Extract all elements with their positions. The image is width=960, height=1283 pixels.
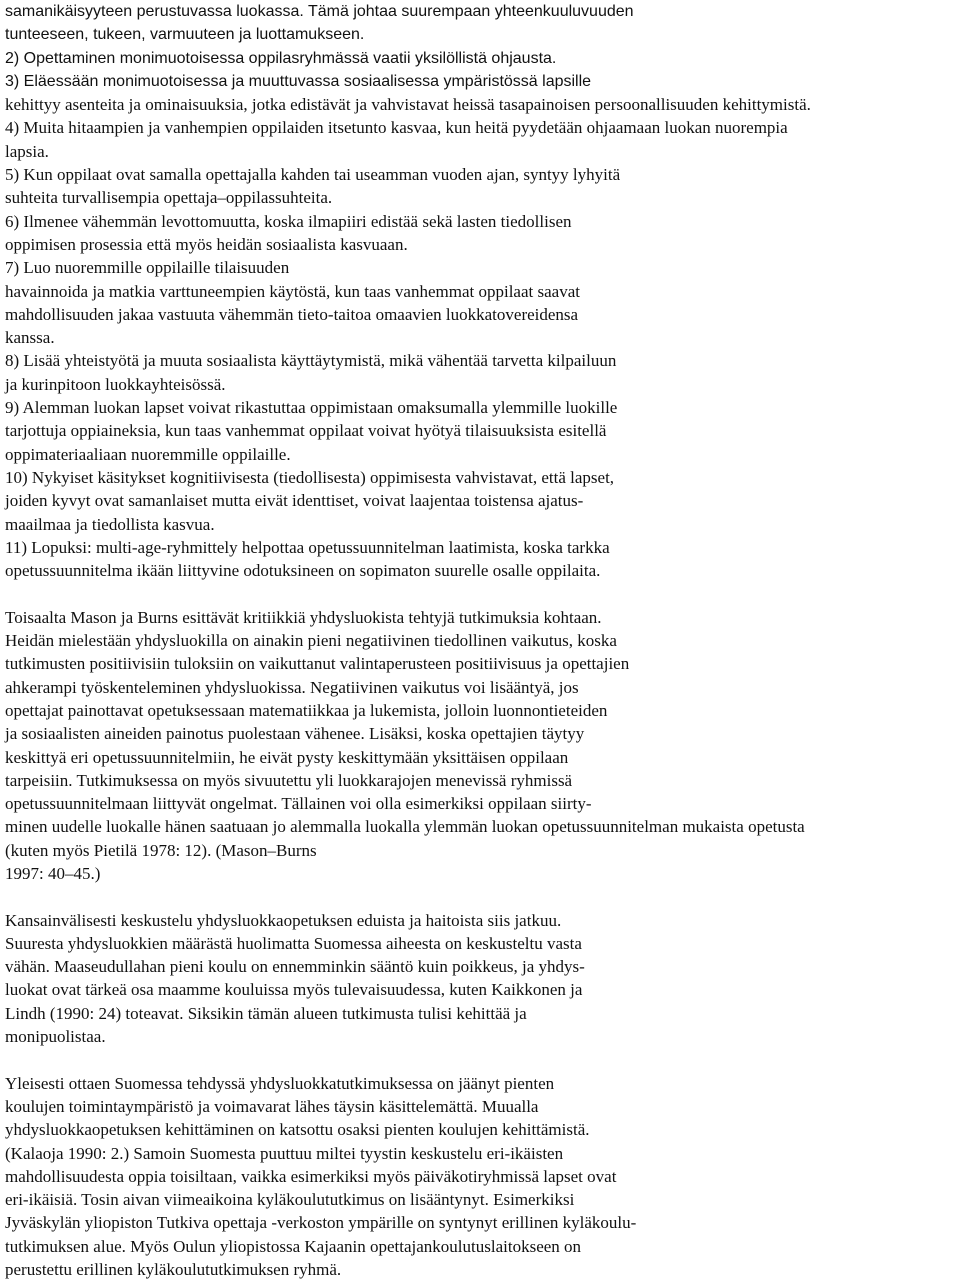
text-line: 8) Lisää yhteistyötä ja muuta sosiaalista käyttäytymistä, mikä vähentää tarvetta kilpailuun: [5, 351, 617, 371]
paragraph-gap: [5, 885, 955, 908]
text-line: Suuresta yhdysluokkien määrästä huolimatta Suomessa aiheesta on keskusteltu vasta: [5, 933, 582, 953]
text-line: 5) Kun oppilaat ovat samalla opettajalla kahden tai useamman vuoden ajan, syntyy lyhyitä: [5, 165, 621, 185]
text-line: oppimateriaaliaan nuoremmille oppilaille.: [5, 444, 291, 464]
text-line: suhteita turvallisempia opettaja–oppilassuhteita.: [5, 188, 333, 208]
text-line: mahdollisuudesta oppia toisiltaan, vaikka esimerkiksi myös päiväkotiryhmissä lapset ovat: [5, 1166, 617, 1186]
text-line: mahdollisuuden jakaa vastuuta vähemmän tieto-taitoa omaavien luokkatovereidensa: [5, 304, 579, 324]
text-line: (kuten myös Pietilä 1978: 12). (Mason–Burns: [5, 840, 317, 860]
text-line: luokat ovat tärkeä osa maamme kouluissa myös tulevaisuudessa, kuten Kaikkonen ja: [5, 980, 583, 1000]
text-line: 4) Muita hitaampien ja vanhempien oppilaiden itsetunto kasvaa, kun heitä pyydetään ohjaamaan luokan nuorempia: [5, 118, 788, 138]
text-line: opetussuunnitelmaan liittyvät ongelmat. Tällainen voi olla esimerkiksi oppilaan siirty-: [5, 794, 592, 814]
paragraph-gap: [5, 582, 955, 605]
text-line: 3) Eläessään monimuotoisessa ja muuttuvassa sosiaalisessa ympäristössä lapsille: [5, 72, 592, 90]
text-line: Lindh (1990: 24) toteavat. Siksikin tämän alueen tutkimusta tulisi kehittää ja: [5, 1003, 527, 1023]
text-line: opettajat painottavat opetuksessaan matematiikkaa ja lukemista, jolloin luonnontieteiden: [5, 700, 608, 720]
text-line: tarjottuja oppiaineksia, kun taas vanhemmat oppilaat voivat hyötyä tilaisuuksista esitellä: [5, 421, 607, 441]
text-line: keskittyä eri opetussuunnitelmiin, he eivät pysty keskittymään yksittäisen oppilaan: [5, 747, 569, 767]
text-line: 11) Lopuksi: multi-age-ryhmittely helpottaa opetussuunnitelman laatimista, koska tarkka: [5, 537, 610, 557]
text-line: oppimisen prosessia että myös heidän sosiaalista kasvuaan.: [5, 234, 408, 254]
text-line: (Kalaoja 1990: 2.) Samoin Suomesta puuttuu miltei tyystin keskustelu eri-ikäisten: [5, 1143, 564, 1163]
text-line: Yleisesti ottaen Suomessa tehdyssä yhdysluokkatutkimuksessa on jäänyt pienten: [5, 1073, 555, 1093]
text-line: 2) Opettaminen monimuotoisessa oppilasryhmässä vaatii yksilöllistä ohjausta.: [5, 49, 557, 67]
text-line: Toisaalta Mason ja Burns esittävät kritiikkiä yhdysluokista tehtyjä tutkimuksia kohtaan.: [5, 607, 602, 627]
text-line: samanikäisyyteen perustuvassa luokassa. Tämä johtaa suurempaan yhteenkuuluvuuden: [5, 3, 634, 20]
text-line: 6) Ilmenee vähemmän levottomuutta, koska ilmapiiri edistää sekä lasten tiedollisen: [5, 211, 572, 231]
text-line: eri-ikäisiä. Tosin aivan viimeaikoina kyläkoulututkimus on lisääntynyt. Esimerkiksi: [5, 1190, 575, 1210]
text-line: joiden kyvyt ovat samanlaiset mutta eivät identtiset, voivat laajentaa toistensa ajatus-: [5, 491, 584, 511]
text-line: minen uudelle luokalle hänen saatuaan jo alemmalla luokalla ylemmän luokan opetussuunnitelman mukaista opetusta: [5, 817, 805, 837]
text-line: lapsia.: [5, 141, 49, 161]
text-line: ahkerampi työskenteleminen yhdysluokissa. Negatiivinen vaikutus voi lisääntyä, jos: [5, 677, 579, 697]
text-line: Jyväskylän yliopiston Tutkiva opettaja -verkoston ympärille on syntynyt erillinen kyläkoulu-: [5, 1213, 637, 1233]
text-line: vähän. Maaseudullahan pieni koulu on ennemminkin sääntö kuin poikkeus, ja yhdys-: [5, 957, 585, 977]
text-line: 1997: 40–45.): [5, 863, 101, 883]
text-line: Kansainvälisesti keskustelu yhdysluokkaopetuksen eduista ja haitoista siis jatkuu.: [5, 910, 562, 930]
text-line: perustettu erillinen kyläkoulututkimuksen ryhmä.: [5, 1260, 342, 1280]
text-line: koulujen toimintaympäristö ja voimavarat lähes täysin käsittelemättä. Muualla: [5, 1096, 539, 1116]
text-line: tutkimusten positiivisiin tuloksiin on vaikuttanut valintaperusteen positiivisuus ja opettajien: [5, 654, 630, 674]
text-line: havainnoida ja matkia varttuneempien käytöstä, kun taas vanhemmat oppilaat saavat: [5, 281, 580, 301]
paragraph-gap: [5, 1048, 955, 1071]
text-line: 7) Luo nuoremmille oppilaille tilaisuuden: [5, 258, 290, 278]
text-line: Heidän mielestään yhdysluokilla on ainakin pieni negatiivinen tiedollinen vaikutus, koska: [5, 631, 617, 651]
text-line: monipuolistaa.: [5, 1027, 106, 1047]
text-line: ja sosiaalisten aineiden painotus puolestaan vähenee. Lisäksi, koska opettajien täytyy: [5, 724, 585, 744]
text-line: ja kurinpitoon luokkayhteisössä.: [5, 374, 226, 394]
text-line: tarpeisiin. Tutkimuksessa on myös sivuutettu yli luokkarajojen menevissä ryhmissä: [5, 770, 573, 790]
document-body: [5, 0, 955, 1281]
text-line: kanssa.: [5, 328, 55, 348]
text-line: maailmaa ja tiedollista kasvua.: [5, 514, 215, 534]
text-line: tutkimuksen alue. Myös Oulun yliopistossa Kajaanin opettajankoulutuslaitokseen on: [5, 1236, 582, 1256]
text-line: yhdysluokkaopetuksen kehittäminen on katsottu osaksi pienten koulujen kehittämistä.: [5, 1120, 590, 1140]
text-line: 9) Alemman luokan lapset voivat rikastuttaa oppimistaan omaksumalla ylemmille luokille: [5, 398, 618, 418]
text-line: 10) Nykyiset käsitykset kognitiivisesta (tiedollisesta) oppimisesta vahvistavat, että lapset,: [5, 467, 615, 487]
text-line: kehittyy asenteita ja ominaisuuksia, jotka edistävät ja vahvistavat heissä tasapainoisen persoonallisuuden kehittymistä.: [5, 95, 811, 115]
text-line: opetussuunnitelma ikään liittyvine odotuksineen on sopimaton suurelle osalle oppilaita.: [5, 561, 601, 581]
text-line: tunteeseen, tukeen, varmuuteen ja luottamukseen.: [5, 26, 365, 44]
